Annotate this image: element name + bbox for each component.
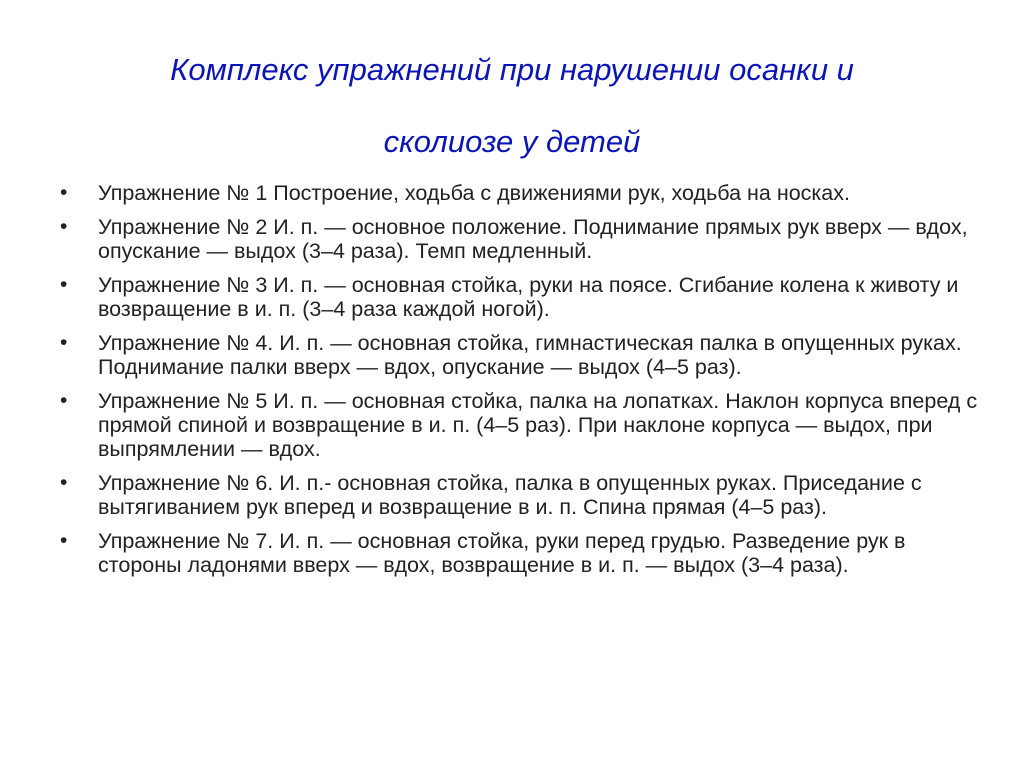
list-item xyxy=(60,215,980,263)
bullet-icon: • xyxy=(60,181,68,204)
list-item-text: Упражнение № 7. И. п. — основная стойка, руки перед грудью. Разведение рук в стороны ладонями вверх — вдох, возвращение в и. п. — выдох (3–4 раза). xyxy=(98,529,906,577)
list-item xyxy=(60,389,980,461)
bullet-icon: • xyxy=(60,389,68,412)
bullet-icon: • xyxy=(60,215,68,238)
list-item-text: Упражнение № 2 И. п. — основное положение. Поднимание прямых рук вверх — вдох, опускание — выдох (3–4 раза). Темп медленный. xyxy=(98,215,968,263)
list-item-text: Упражнение № 6. И. п.- основная стойка, палка в опущенных руках. Приседание с вытягиванием рук вперед и возвращение в и. п. Спина прямая (4–5 раз). xyxy=(98,471,922,519)
list-item xyxy=(60,471,980,519)
list-item xyxy=(60,529,980,577)
bullet-icon: • xyxy=(60,529,68,552)
list-item-text: Упражнение № 1 Построение, ходьба с движениями рук, ходьба на носках. xyxy=(98,181,850,205)
list-item xyxy=(60,181,980,205)
list-item-text: Упражнение № 5 И. п. — основная стойка, палка на лопатках. Наклон корпуса вперед с прямой спиной и возвращение в и. п. (4–5 раз). При наклоне корпуса — выдох, при выпрямлении — вдох. xyxy=(98,389,978,461)
exercise-list xyxy=(60,181,980,587)
title-line-2: сколиозе у детей xyxy=(383,124,641,159)
list-item xyxy=(60,331,980,379)
list-item-text: Упражнение № 3 И. п. — основная стойка, руки на поясе. Сгибание колена к животу и возвращение в и. п. (3–4 раза каждой ногой). xyxy=(98,273,959,321)
list-item-text: Упражнение № 4. И. п. — основная стойка, гимнастическая палка в опущенных руках. Поднимание палки вверх — вдох, опускание — выдох (4–5 раз). xyxy=(98,331,962,379)
bullet-icon: • xyxy=(60,273,68,296)
title-line-1: Комплекс упражнений при нарушении осанки и xyxy=(170,52,854,87)
list-item xyxy=(60,273,980,321)
bullet-icon: • xyxy=(60,471,68,494)
slide-title xyxy=(0,34,1024,178)
bullet-icon: • xyxy=(60,331,68,354)
